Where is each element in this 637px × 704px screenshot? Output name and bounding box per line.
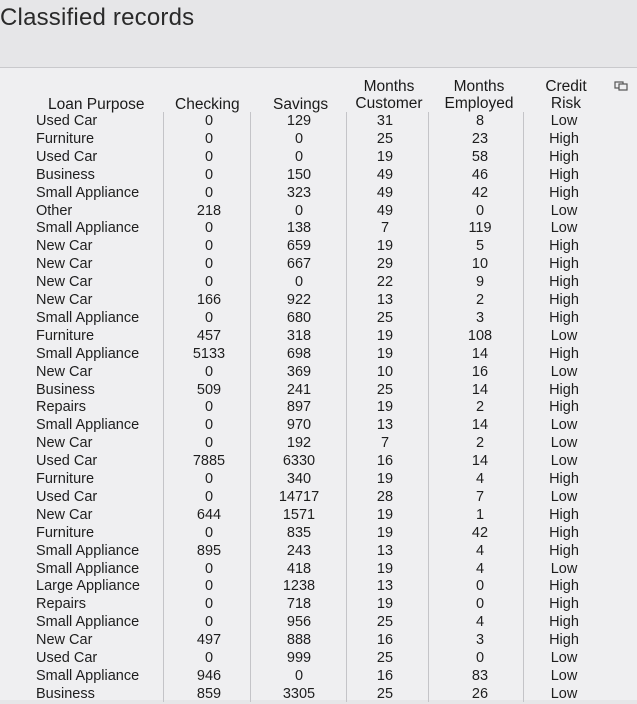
cell-loan-purpose: Business — [36, 685, 95, 702]
cell-savings: 698 — [286, 345, 312, 362]
cell-loan-purpose: Furniture — [36, 327, 95, 344]
cell-checking: 218 — [196, 202, 222, 219]
cell-credit-risk: High — [549, 614, 579, 631]
cell-checking: 0 — [204, 274, 214, 291]
cell-loan-purpose: New Car — [36, 435, 93, 452]
cell-months-employed: 2 — [475, 435, 485, 452]
cell-months-employed: 8 — [475, 113, 485, 129]
cell-credit-risk: High — [549, 596, 579, 613]
cell-months-employed: 14 — [471, 345, 489, 362]
cell-credit-risk: High — [549, 309, 579, 326]
cell-credit-risk: Low — [550, 650, 578, 666]
cell-loan-purpose: Used Car — [36, 148, 98, 165]
cell-savings: 0 — [294, 274, 304, 291]
cell-savings: 0 — [294, 148, 304, 165]
header-loan-purpose: Loan Purpose — [48, 96, 145, 113]
cell-savings: 0 — [294, 130, 304, 147]
cell-loan-purpose: Business — [36, 166, 95, 183]
cell-months-employed: 108 — [467, 327, 493, 344]
header-months-customer — [355, 78, 423, 112]
column-divider — [250, 112, 251, 702]
cell-savings: 956 — [286, 614, 312, 631]
cell-loan-purpose: Repairs — [36, 399, 86, 416]
cell-savings: 667 — [286, 256, 312, 273]
cell-months-employed: 10 — [471, 256, 489, 273]
cell-months-employed: 3 — [475, 309, 485, 326]
cell-months-employed: 46 — [471, 166, 489, 183]
header-months-employed-line2: Employed — [444, 95, 514, 112]
cell-credit-risk: Low — [550, 667, 578, 684]
cell-months-customer: 29 — [376, 256, 394, 273]
cell-loan-purpose: Used Car — [36, 650, 98, 666]
cell-checking: 0 — [204, 578, 214, 595]
cell-savings: 680 — [286, 309, 312, 326]
cell-checking: 644 — [196, 506, 222, 523]
cell-loan-purpose: Used Car — [36, 113, 98, 129]
cell-checking: 166 — [196, 292, 222, 308]
cell-loan-purpose: New Car — [36, 363, 93, 380]
cell-months-customer: 19 — [376, 524, 394, 541]
cell-savings: 1571 — [282, 506, 316, 523]
cell-months-customer: 19 — [376, 148, 394, 165]
cell-months-customer: 28 — [376, 488, 394, 505]
cell-savings: 418 — [286, 560, 312, 577]
header-months-employed — [443, 78, 515, 112]
cell-checking: 0 — [204, 113, 214, 129]
cell-months-employed: 83 — [471, 667, 489, 684]
column-divider — [346, 112, 347, 702]
cell-savings: 150 — [286, 166, 312, 183]
column-divider — [523, 112, 524, 702]
cell-checking: 0 — [204, 238, 214, 255]
cell-credit-risk: High — [549, 274, 579, 291]
cell-credit-risk: Low — [550, 327, 578, 344]
cell-months-customer: 10 — [376, 363, 394, 380]
cell-checking: 0 — [204, 650, 214, 666]
cell-months-customer: 25 — [376, 614, 394, 631]
cell-loan-purpose: Small Appliance — [36, 220, 140, 237]
header-months-customer-line2: Customer — [355, 95, 423, 112]
cell-checking: 946 — [196, 667, 222, 684]
cell-savings: 129 — [286, 113, 312, 129]
cell-credit-risk: Low — [550, 202, 578, 219]
cell-loan-purpose: Small Appliance — [36, 667, 140, 684]
cell-savings: 369 — [286, 363, 312, 380]
cell-credit-risk: Low — [550, 685, 578, 702]
cell-credit-risk: High — [549, 345, 579, 362]
cell-months-employed: 42 — [471, 184, 489, 201]
cell-months-customer: 49 — [376, 166, 394, 183]
cell-loan-purpose: Large Appliance — [36, 578, 140, 595]
cell-savings: 243 — [286, 542, 312, 559]
cell-months-employed: 0 — [475, 578, 485, 595]
cell-checking: 895 — [196, 542, 222, 559]
cell-months-customer: 31 — [376, 113, 394, 129]
cell-credit-risk: High — [549, 471, 579, 487]
cell-months-employed: 119 — [468, 220, 492, 237]
cell-savings: 6330 — [282, 453, 316, 470]
cell-credit-risk: Low — [550, 220, 578, 237]
cell-loan-purpose: Small Appliance — [36, 184, 140, 201]
cell-savings: 922 — [286, 292, 312, 308]
cell-savings: 999 — [286, 650, 312, 666]
cell-credit-risk: High — [549, 166, 579, 183]
cell-months-customer: 25 — [376, 130, 394, 147]
cell-credit-risk: High — [549, 399, 579, 416]
cell-checking: 5133 — [192, 345, 226, 362]
cell-months-employed: 14 — [471, 417, 489, 434]
cell-checking: 7885 — [192, 453, 226, 470]
cell-credit-risk: Low — [550, 417, 578, 434]
cell-months-customer: 19 — [376, 238, 394, 255]
cell-credit-risk: Low — [550, 488, 578, 505]
cell-loan-purpose: New Car — [36, 632, 93, 649]
cell-months-customer: 19 — [376, 471, 394, 487]
cell-credit-risk: High — [549, 256, 579, 273]
cell-checking: 0 — [204, 148, 214, 165]
cell-loan-purpose: Other — [36, 202, 73, 219]
cell-months-employed: 7 — [475, 488, 485, 505]
cell-months-customer: 19 — [376, 327, 394, 344]
cell-credit-risk: Low — [550, 435, 578, 452]
cell-checking: 0 — [204, 220, 214, 237]
cell-months-employed: 4 — [475, 471, 485, 487]
header-savings: Savings — [273, 96, 329, 113]
header-months-employed-line1: Months — [453, 78, 505, 95]
cell-savings: 0 — [294, 667, 304, 684]
cell-months-employed: 4 — [475, 614, 485, 631]
cell-checking: 0 — [204, 309, 214, 326]
cell-savings: 138 — [286, 220, 312, 237]
cell-checking: 0 — [204, 417, 214, 434]
cell-months-customer: 19 — [376, 345, 394, 362]
cell-credit-risk: High — [549, 524, 579, 541]
cell-credit-risk: Low — [550, 453, 578, 470]
cell-months-customer: 19 — [376, 560, 394, 577]
cell-months-employed: 16 — [471, 363, 489, 380]
cell-months-employed: 42 — [471, 524, 489, 541]
cell-loan-purpose: New Car — [36, 292, 93, 308]
cell-loan-purpose: Small Appliance — [36, 560, 140, 577]
cell-months-customer: 22 — [376, 274, 394, 291]
cell-savings: 14717 — [278, 488, 320, 505]
cell-loan-purpose: Small Appliance — [36, 417, 140, 434]
cell-credit-risk: Low — [550, 113, 578, 129]
cell-checking: 0 — [204, 256, 214, 273]
cell-months-customer: 7 — [380, 220, 390, 237]
cell-months-employed: 0 — [475, 202, 485, 219]
cell-months-customer: 13 — [376, 417, 394, 434]
cell-credit-risk: High — [549, 148, 579, 165]
cell-savings: 323 — [286, 184, 312, 201]
cell-loan-purpose: New Car — [36, 256, 93, 273]
cell-months-customer: 13 — [376, 578, 394, 595]
cell-months-employed: 4 — [475, 560, 485, 577]
cell-credit-risk: High — [549, 292, 579, 308]
cell-credit-risk: High — [549, 184, 579, 201]
cell-savings: 318 — [286, 327, 312, 344]
header-credit-risk-line2: Risk — [550, 95, 582, 112]
cell-credit-risk: High — [549, 632, 579, 649]
header-months-customer-line1: Months — [363, 78, 415, 95]
cell-savings: 718 — [286, 596, 312, 613]
cell-months-customer: 25 — [376, 309, 394, 326]
cell-months-employed: 0 — [475, 650, 485, 666]
column-divider — [428, 112, 429, 702]
cell-checking: 497 — [196, 632, 222, 649]
cell-savings: 192 — [286, 435, 312, 452]
cell-savings: 835 — [286, 524, 312, 541]
cell-savings: 659 — [286, 238, 312, 255]
cell-savings: 0 — [294, 202, 304, 219]
cell-loan-purpose: Used Car — [36, 453, 98, 470]
cell-checking: 0 — [204, 166, 214, 183]
cell-checking: 0 — [204, 471, 214, 487]
cell-months-employed: 4 — [475, 542, 485, 559]
cell-loan-purpose: Used Car — [36, 488, 98, 505]
cell-loan-purpose: Business — [36, 381, 95, 398]
cell-savings: 888 — [286, 632, 312, 649]
header-checking: Checking — [175, 96, 240, 113]
cell-months-customer: 13 — [376, 292, 394, 308]
cell-checking: 457 — [196, 327, 222, 344]
cell-checking: 0 — [204, 435, 214, 452]
cell-checking: 509 — [196, 381, 222, 398]
cell-checking: 0 — [204, 363, 214, 380]
cell-loan-purpose: New Car — [36, 274, 93, 291]
cell-months-employed: 2 — [475, 292, 485, 308]
cell-months-employed: 5 — [475, 238, 485, 255]
cell-checking: 0 — [204, 399, 214, 416]
cell-checking: 859 — [196, 685, 222, 702]
cell-checking: 0 — [204, 560, 214, 577]
cell-months-customer: 16 — [376, 632, 394, 649]
cell-loan-purpose: Small Appliance — [36, 542, 140, 559]
cell-checking: 0 — [204, 488, 214, 505]
cell-months-customer: 19 — [376, 399, 394, 416]
cell-credit-risk: High — [549, 238, 579, 255]
cell-months-customer: 49 — [376, 184, 394, 201]
cell-savings: 897 — [286, 399, 312, 416]
cell-months-customer: 25 — [376, 650, 394, 666]
cell-credit-risk: High — [549, 578, 579, 595]
cell-months-customer: 16 — [376, 667, 394, 684]
header-credit-risk-line1: Credit — [545, 78, 587, 95]
cell-loan-purpose: Small Appliance — [36, 614, 140, 631]
cell-loan-purpose: Repairs — [36, 596, 86, 613]
cell-checking: 0 — [204, 130, 214, 147]
cell-months-employed: 58 — [471, 148, 489, 165]
cell-credit-risk: High — [549, 130, 579, 147]
page-title: Classified records — [0, 4, 195, 31]
cell-credit-risk: High — [549, 506, 579, 523]
cell-months-customer: 25 — [376, 685, 394, 702]
cell-checking: 0 — [204, 596, 214, 613]
cell-months-customer: 19 — [376, 596, 394, 613]
cell-credit-risk: Low — [550, 560, 578, 577]
cell-savings: 3305 — [282, 685, 316, 702]
cell-savings: 1238 — [282, 578, 316, 595]
cell-months-customer: 19 — [376, 506, 394, 523]
cell-loan-purpose: Furniture — [36, 471, 95, 487]
cell-loan-purpose: Furniture — [36, 524, 95, 541]
copy-icon[interactable] — [614, 81, 628, 91]
cell-months-employed: 1 — [475, 506, 485, 523]
cell-months-employed: 0 — [475, 596, 485, 613]
cell-loan-purpose: Small Appliance — [36, 309, 140, 326]
cell-months-employed: 3 — [475, 632, 485, 649]
cell-loan-purpose: Furniture — [36, 130, 95, 147]
cell-loan-purpose: New Car — [36, 506, 93, 523]
cell-months-employed: 9 — [475, 274, 485, 291]
cell-months-customer: 7 — [380, 435, 390, 452]
cell-savings: 340 — [286, 471, 312, 487]
cell-credit-risk: Low — [550, 363, 578, 380]
cell-savings: 970 — [286, 417, 312, 434]
cell-loan-purpose: New Car — [36, 238, 93, 255]
cell-savings: 241 — [286, 381, 312, 398]
cell-months-customer: 16 — [376, 453, 394, 470]
cell-months-customer: 25 — [376, 381, 394, 398]
cell-months-employed: 2 — [475, 399, 485, 416]
cell-months-employed: 14 — [471, 381, 489, 398]
cell-checking: 0 — [204, 524, 214, 541]
cell-credit-risk: High — [549, 542, 579, 559]
header-credit-risk — [541, 78, 591, 112]
cell-credit-risk: High — [549, 381, 579, 398]
cell-months-employed: 23 — [471, 130, 489, 147]
cell-checking: 0 — [204, 184, 214, 201]
cell-months-employed: 14 — [471, 453, 489, 470]
cell-months-customer: 13 — [376, 542, 394, 559]
cell-checking: 0 — [204, 614, 214, 631]
cell-months-customer: 49 — [376, 202, 394, 219]
cell-loan-purpose: Small Appliance — [36, 345, 140, 362]
cell-months-employed: 26 — [471, 685, 489, 702]
